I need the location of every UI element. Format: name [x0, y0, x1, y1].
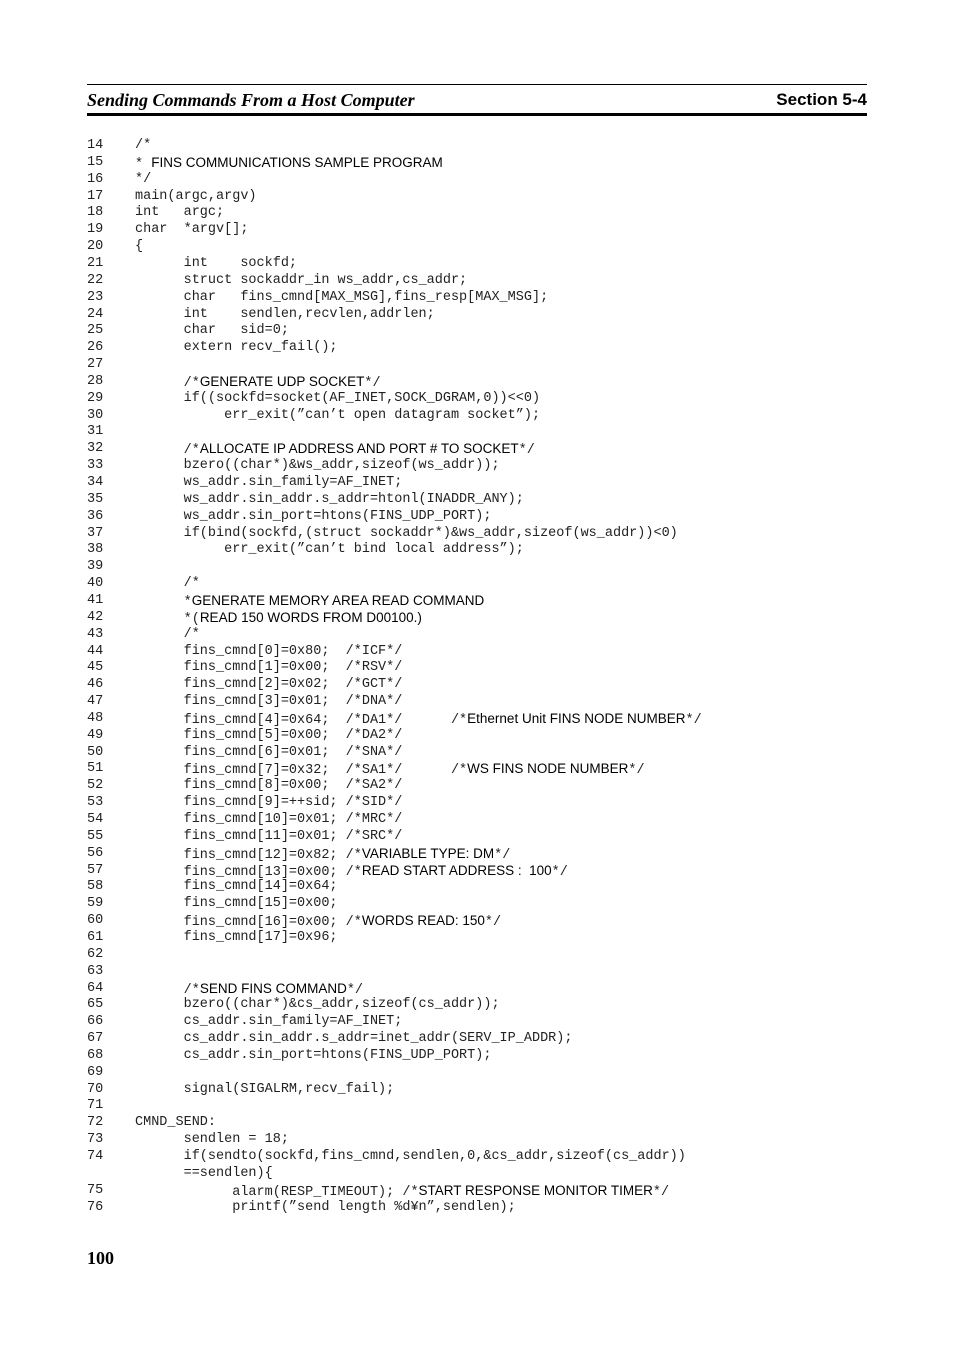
- code-token: signal(SIGALRM,recv_fail);: [135, 1081, 395, 1097]
- code-token: */: [494, 847, 511, 863]
- line-number: 60: [87, 913, 104, 929]
- code-text: [135, 272, 467, 289]
- code-token: char sid=0;: [135, 323, 289, 339]
- line-number: 52: [87, 778, 104, 794]
- code-token: */: [628, 763, 645, 779]
- code-text: [135, 137, 151, 154]
- code-token: ws_addr.sin_port=htons(FINS_UDP_PORT);: [135, 508, 492, 524]
- code-token: CMND_SEND:: [135, 1115, 217, 1131]
- line-number: 74: [87, 1149, 104, 1164]
- line-number: 18: [87, 205, 104, 221]
- line-number: 69: [87, 1064, 104, 1080]
- line-number: 26: [87, 340, 104, 356]
- line-number: 66: [87, 1014, 104, 1030]
- code-text: [135, 1199, 516, 1216]
- line-number: 45: [87, 660, 104, 676]
- line-number: 15: [87, 154, 104, 170]
- line-number: 76: [87, 1199, 104, 1215]
- line-number: 39: [87, 559, 104, 575]
- line-number: 34: [87, 475, 104, 490]
- line-number: 58: [87, 879, 104, 895]
- code-token: */: [346, 982, 364, 998]
- line-number: 20: [87, 239, 104, 255]
- line-number: 28: [87, 373, 104, 389]
- code-token: /*: [135, 443, 200, 459]
- line-number: 61: [87, 929, 104, 945]
- code-text: [135, 322, 289, 339]
- line-number: 68: [87, 1047, 104, 1063]
- code-text: [135, 508, 491, 525]
- code-token: fins_cmnd[0]=0x80; /*ICF*/: [135, 643, 403, 659]
- code-token: fins_cmnd[5]=0x00; /*DA2*/: [135, 727, 403, 743]
- code-comment-text: Ethernet Unit FINS NODE NUMBER: [467, 710, 686, 726]
- code-token: char *argv[];: [135, 222, 249, 238]
- line-number: 50: [87, 744, 104, 760]
- line-number: 48: [87, 710, 104, 726]
- code-token: int sockfd;: [135, 255, 298, 271]
- code-text: [135, 390, 540, 407]
- header-bottom-rule: [87, 113, 867, 116]
- code-comment-text: ALLOCATE IP ADDRESS AND PORT # TO SOCKET: [199, 441, 519, 457]
- code-text: [135, 929, 338, 946]
- line-number: 14: [87, 138, 104, 153]
- code-text: [135, 171, 151, 188]
- code-token: */: [551, 864, 568, 880]
- code-text: [135, 811, 402, 828]
- code-token: int argc;: [135, 205, 225, 221]
- code-text: [135, 794, 402, 811]
- code-text: [135, 676, 402, 693]
- code-text: [135, 339, 338, 356]
- code-text: [135, 1148, 686, 1165]
- code-token: /*: [135, 375, 200, 391]
- code-token: ws_addr.sin_family=AF_INET;: [135, 475, 403, 490]
- code-text: [135, 255, 297, 272]
- line-number: 51: [87, 761, 104, 777]
- code-token: */: [364, 375, 381, 391]
- code-text: [135, 1131, 289, 1148]
- line-number: 72: [87, 1115, 104, 1131]
- code-token: struct sockaddr_in ws_addr,cs_addr;: [135, 272, 468, 288]
- code-token: ws_addr.sin_addr.s_addr=htonl(INADDR_ANY);: [135, 491, 524, 507]
- code-text: [135, 1047, 491, 1064]
- code-text: [135, 727, 402, 744]
- code-token: fins_cmnd[2]=0x02; /*GCT*/: [135, 677, 403, 693]
- page-number: 100: [87, 1248, 114, 1268]
- code-text: [135, 407, 540, 424]
- code-token: cs_addr.sin_addr.s_addr=inet_addr(SERV_IP_ADDR);: [135, 1031, 573, 1047]
- code-text: [135, 289, 548, 306]
- code-token: fins_cmnd[13]=0x00; /*: [135, 864, 362, 880]
- code-text: [135, 188, 257, 205]
- code-text: [135, 457, 500, 474]
- line-number: 44: [87, 643, 104, 659]
- code-text: [135, 659, 402, 676]
- line-number: 63: [87, 963, 104, 979]
- code-text: [135, 491, 524, 508]
- line-number: 46: [87, 677, 104, 693]
- header-top-rule: [87, 84, 867, 85]
- code-comment-text: GENERATE UDP SOCKET: [199, 373, 365, 389]
- code-token: int sendlen,recvlen,addrlen;: [135, 306, 435, 322]
- code-comment-text: FINS COMMUNICATIONS SAMPLE PROGRAM: [151, 154, 443, 170]
- line-number: 36: [87, 508, 104, 524]
- code-token: fins_cmnd[1]=0x00; /*RSV*/: [135, 660, 403, 676]
- code-token: if(sendto(sockfd,fins_cmnd,sendlen,0,&cs_addr,sizeof(cs_addr)): [135, 1149, 686, 1164]
- code-token: fins_cmnd[8]=0x00; /*SA2*/: [135, 778, 403, 794]
- code-text: [135, 1030, 572, 1047]
- code-text: [135, 643, 402, 660]
- line-number: 65: [87, 997, 104, 1013]
- line-number: 47: [87, 694, 104, 710]
- code-text: [135, 744, 402, 761]
- code-text: [135, 878, 338, 895]
- code-text: [135, 541, 524, 558]
- code-token: fins_cmnd[10]=0x01; /*MRC*/: [135, 812, 403, 827]
- line-number: 53: [87, 795, 104, 811]
- code-comment-text: READ START ADDRESS : 100: [361, 862, 552, 878]
- line-number: 67: [87, 1031, 104, 1047]
- code-text: [135, 154, 443, 173]
- code-text: [135, 525, 678, 542]
- code-text: [135, 575, 200, 592]
- line-number: 49: [87, 727, 104, 743]
- code-comment-text: WS FINS NODE NUMBER: [467, 761, 629, 777]
- line-number: 25: [87, 323, 104, 339]
- code-text: [135, 693, 402, 710]
- code-text: [135, 474, 402, 491]
- code-token: /*: [135, 982, 200, 998]
- line-number: 75: [87, 1182, 104, 1198]
- code-token: *: [135, 594, 192, 610]
- code-token: /*: [135, 576, 200, 592]
- code-token: fins_cmnd[14]=0x64;: [135, 879, 338, 895]
- line-number: 21: [87, 255, 104, 271]
- code-token: fins_cmnd[15]=0x00;: [135, 896, 338, 912]
- code-token: fins_cmnd[16]=0x00; /*: [135, 915, 362, 931]
- code-token: */: [652, 1184, 670, 1200]
- code-token: *: [135, 156, 152, 172]
- code-text: [135, 1013, 402, 1030]
- line-number: 31: [87, 424, 104, 440]
- line-number: 71: [87, 1098, 104, 1114]
- line-number: 38: [87, 542, 104, 558]
- code-comment-text: WORDS READ: 150: [361, 913, 485, 929]
- code-comment-text: SEND FINS COMMAND: [199, 980, 347, 996]
- code-token: ==sendlen){: [135, 1165, 273, 1181]
- line-number: 41: [87, 592, 104, 608]
- line-number: 23: [87, 289, 104, 305]
- code-token: fins_cmnd[6]=0x01; /*SNA*/: [135, 744, 403, 760]
- code-token: char fins_cmnd[MAX_MSG],fins_resp[MAX_MSG];: [135, 289, 549, 305]
- line-number: 73: [87, 1132, 104, 1148]
- code-token: fins_cmnd[9]=++sid; /*SID*/: [135, 795, 403, 811]
- code-token: sendlen = 18;: [135, 1132, 289, 1148]
- code-comment-text: VARIABLE TYPE: DM: [361, 845, 495, 861]
- code-token: fins_cmnd[3]=0x01; /*DNA*/: [135, 694, 403, 710]
- code-text: [135, 1114, 216, 1131]
- code-comment-text: START RESPONSE MONITOR TIMER: [418, 1182, 653, 1198]
- line-number: 55: [87, 828, 104, 844]
- code-token: */: [518, 443, 535, 459]
- code-token: cs_addr.sin_port=htons(FINS_UDP_PORT);: [135, 1047, 492, 1063]
- code-token: bzero((char*)&ws_addr,sizeof(ws_addr));: [135, 458, 500, 474]
- code-text: [135, 306, 435, 323]
- code-text: [135, 996, 500, 1013]
- code-token: *(: [135, 611, 200, 627]
- line-number: 32: [87, 441, 104, 457]
- code-token: */: [484, 915, 502, 931]
- line-number: 57: [87, 862, 104, 878]
- code-token: {: [135, 239, 144, 255]
- code-token: main(argc,argv): [135, 188, 257, 204]
- code-text: [135, 828, 402, 845]
- code-text: [135, 626, 200, 643]
- line-number: 42: [87, 609, 104, 625]
- line-number: 64: [87, 980, 104, 996]
- code-token: alarm(RESP_TIMEOUT); /*: [135, 1184, 419, 1200]
- code-text: [135, 204, 224, 221]
- line-number: 24: [87, 306, 104, 322]
- line-number: 27: [87, 357, 104, 373]
- code-token: extern recv_fail();: [135, 340, 338, 356]
- line-number: 33: [87, 458, 104, 474]
- section-label: Section 5-4: [776, 90, 867, 109]
- code-token: fins_cmnd[4]=0x64; /*DA1*/ /*: [135, 712, 468, 728]
- code-token: printf(”send length %d¥n”,sendlen);: [135, 1199, 516, 1215]
- line-number: 59: [87, 896, 104, 912]
- code-token: */: [685, 712, 702, 728]
- line-number: 56: [87, 845, 104, 861]
- code-comment-text: GENERATE MEMORY AREA READ COMMAND: [191, 592, 485, 608]
- code-text: [135, 238, 143, 255]
- line-number: 16: [87, 171, 104, 187]
- line-number: 22: [87, 272, 104, 288]
- code-token: /*: [135, 626, 200, 642]
- line-number: 19: [87, 222, 104, 238]
- code-text: [135, 221, 248, 238]
- code-text: [135, 777, 402, 794]
- code-token: if(bind(sockfd,(struct sockaddr*)&ws_addr,sizeof(ws_addr))<0): [135, 525, 678, 541]
- line-number: 37: [87, 525, 104, 541]
- line-number: 29: [87, 390, 104, 406]
- running-header-title: Sending Commands From a Host Computer: [87, 90, 415, 110]
- code-token: bzero((char*)&cs_addr,sizeof(cs_addr));: [135, 997, 500, 1013]
- code-token: fins_cmnd[7]=0x32; /*SA1*/ /*: [135, 763, 468, 779]
- line-number: 30: [87, 407, 104, 423]
- line-number: 70: [87, 1081, 104, 1097]
- code-token: fins_cmnd[11]=0x01; /*SRC*/: [135, 828, 403, 844]
- code-token: /*: [135, 138, 152, 153]
- code-token: cs_addr.sin_family=AF_INET;: [135, 1014, 403, 1030]
- code-text: [135, 1081, 394, 1098]
- code-token: if((sockfd=socket(AF_INET,SOCK_DGRAM,0))<<0): [135, 390, 541, 406]
- code-text: [135, 895, 338, 912]
- code-token: fins_cmnd[17]=0x96;: [135, 929, 338, 945]
- line-number: 40: [87, 576, 104, 592]
- line-number: 62: [87, 946, 104, 962]
- code-token: */: [135, 171, 152, 187]
- code-comment-text: READ 150 WORDS FROM D00100.): [199, 609, 422, 625]
- line-number: 54: [87, 812, 104, 827]
- line-number: 17: [87, 188, 104, 204]
- code-token: err_exit(”can’t bind local address”);: [135, 542, 524, 558]
- line-number: 43: [87, 626, 104, 642]
- line-number: 35: [87, 491, 104, 507]
- code-text: [135, 1165, 273, 1182]
- code-token: err_exit(”can’t open datagram socket”);: [135, 407, 541, 423]
- code-token: fins_cmnd[12]=0x82; /*: [135, 847, 362, 863]
